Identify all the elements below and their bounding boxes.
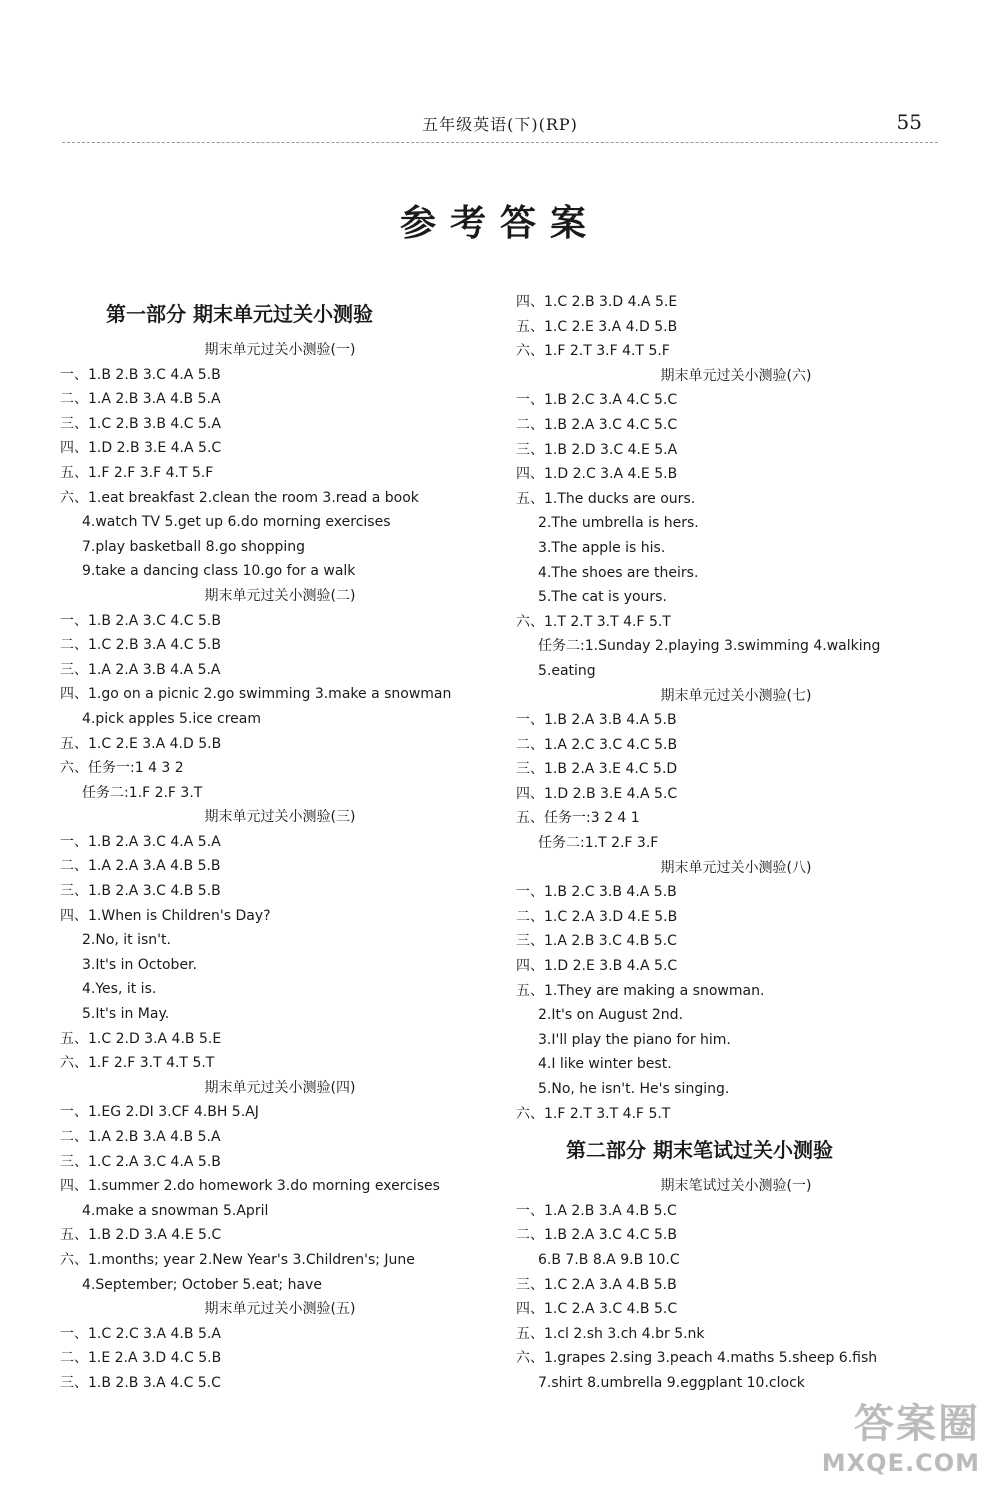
answer-line: 五、1.B 2.D 3.A 4.E 5.C: [60, 1227, 222, 1244]
answer-line: 任务二:1.F 2.F 3.T: [82, 784, 203, 801]
answer-line: 三、1.B 2.A 3.C 4.B 5.B: [60, 883, 221, 900]
answer-line: 四、1.C 2.A 3.C 4.B 5.C: [516, 1301, 678, 1318]
answer-line: 4.Yes, it is.: [82, 981, 157, 998]
quiz-heading: 期末单元过关小测验(一): [204, 342, 356, 358]
answer-line: 五、任务一:3 2 4 1: [516, 810, 640, 827]
answer-line: 4.I like winter best.: [538, 1056, 672, 1073]
section-heading: 第二部分 期末笔试过关小测验: [566, 1138, 833, 1163]
answer-line: 3.I'll play the piano for him.: [538, 1031, 731, 1048]
answer-line: 4.make a snowman 5.April: [82, 1202, 269, 1219]
answer-line: 3.The apple is his.: [538, 539, 666, 556]
answer-line: 六、任务一:1 4 3 2: [60, 760, 184, 777]
answer-line: 二、1.A 2.B 3.A 4.B 5.A: [60, 1129, 221, 1145]
answer-line: 2.No, it isn't.: [82, 932, 171, 949]
answer-line: 四、1.D 2.E 3.B 4.A 5.C: [516, 958, 678, 975]
answer-line: 任务二:1.Sunday 2.playing 3.swimming 4.walking: [538, 638, 881, 655]
answer-line: 五、1.C 2.D 3.A 4.B 5.E: [60, 1030, 222, 1047]
answer-line: 4.September; October 5.eat; have: [82, 1276, 322, 1293]
book-title: 五年级英语(下)(RP): [422, 115, 578, 134]
answer-line: 二、1.E 2.A 3.D 4.C 5.B: [60, 1350, 222, 1367]
answer-line: 四、1.D 2.B 3.E 4.A 5.C: [60, 440, 222, 457]
answer-line: 四、1.go on a picnic 2.go swimming 3.make a snowman: [60, 686, 452, 703]
answer-line: 二、1.B 2.A 3.C 4.C 5.C: [516, 416, 678, 433]
answer-line: 4.The shoes are theirs.: [538, 564, 699, 581]
quiz-heading: 期末单元过关小测验(三): [204, 809, 356, 826]
answer-line: 6.B 7.B 8.A 9.B 10.C: [538, 1251, 680, 1268]
quiz-heading: 期末单元过关小测验(八): [660, 859, 812, 876]
answer-line: 四、1.D 2.B 3.E 4.A 5.C: [516, 785, 678, 802]
quiz-heading: 期末单元过关小测验(六): [660, 367, 812, 384]
section-heading: 第一部分 期末单元过关小测验: [106, 302, 373, 326]
answer-line: 五、1.F 2.F 3.F 4.T 5.F: [60, 464, 214, 481]
answer-line: 五、1.They are making a snowman.: [516, 982, 765, 999]
answer-line: 六、1.F 2.T 3.F 4.T 5.F: [516, 343, 670, 360]
answer-line: 四、1.summer 2.do homework 3.do morning exercises: [60, 1178, 440, 1195]
answer-line: 三、1.B 2.D 3.C 4.E 5.A: [516, 441, 678, 458]
quiz-heading: 期末单元过关小测验(五): [204, 1301, 356, 1318]
answer-line: 3.It's in October.: [82, 956, 197, 973]
answer-line: 5.The cat is yours.: [538, 589, 667, 606]
watermark-site: MXQE.COM: [821, 1449, 980, 1477]
answer-line: 六、1.eat breakfast 2.clean the room 3.read a book: [60, 489, 419, 506]
left-column: [60, 290, 500, 1396]
answer-line: 二、1.C 2.A 3.D 4.E 5.B: [516, 908, 678, 925]
answer-line: 六、1.T 2.T 3.T 4.F 5.T: [516, 613, 671, 630]
answer-line: 五、1.The ducks are ours.: [516, 490, 696, 507]
answer-line: 5.No, he isn't. He's singing.: [538, 1081, 730, 1097]
watermark-logo: 答案圈: [854, 1401, 980, 1447]
answer-line: 4.watch TV 5.get up 6.do morning exercises: [82, 514, 391, 531]
answer-line: 二、1.A 2.B 3.A 4.B 5.A: [60, 391, 221, 408]
answer-line: 三、1.B 2.B 3.A 4.C 5.C: [60, 1374, 221, 1391]
answer-line: 三、1.C 2.A 3.A 4.B 5.B: [516, 1276, 677, 1293]
answer-line: 一、1.B 2.A 3.C 4.C 5.B: [60, 612, 221, 629]
answer-line: 一、1.B 2.B 3.C 4.A 5.B: [60, 366, 221, 383]
answer-line: 四、1.C 2.B 3.D 4.A 5.E: [516, 294, 678, 310]
answer-line: 二、1.C 2.B 3.A 4.C 5.B: [60, 637, 221, 654]
watermark: [822, 1392, 980, 1477]
page-number: 55: [896, 110, 922, 134]
quiz-heading: 期末单元过关小测验(二): [204, 587, 356, 604]
answer-line: 9.take a dancing class 10.go for a walk: [82, 563, 356, 580]
quiz-heading: 期末单元过关小测验(七): [660, 687, 812, 704]
answer-line: 六、1.grapes 2.sing 3.peach 4.maths 5.sheep 6.fish: [516, 1350, 878, 1367]
answer-line: 一、1.A 2.B 3.A 4.B 5.C: [516, 1202, 677, 1219]
answer-line: 三、1.C 2.A 3.C 4.A 5.B: [60, 1153, 221, 1170]
answer-line: 三、1.C 2.B 3.B 4.C 5.A: [60, 415, 221, 432]
quiz-heading: 期末单元过关小测验(四): [204, 1079, 356, 1096]
answer-line: 一、1.B 2.C 3.B 4.A 5.B: [516, 884, 677, 901]
answer-line: 四、1.When is Children's Day?: [60, 907, 271, 924]
right-column: [516, 290, 956, 1396]
answer-line: 四、1.D 2.C 3.A 4.E 5.B: [516, 466, 678, 483]
answer-line: 一、1.C 2.C 3.A 4.B 5.A: [60, 1325, 221, 1342]
page-header: [0, 112, 1000, 140]
answer-line: 六、1.F 2.F 3.T 4.T 5.T: [60, 1055, 215, 1072]
answer-line: 7.shirt 8.umbrella 9.eggplant 10.clock: [538, 1374, 805, 1391]
answer-line: 二、1.A 2.A 3.A 4.B 5.B: [60, 858, 221, 875]
answer-line: 任务二:1.T 2.F 3.F: [538, 835, 659, 852]
answer-line: 2.It's on August 2nd.: [538, 1007, 684, 1024]
answer-line: 5.eating: [538, 662, 596, 679]
header-divider: [62, 142, 938, 143]
answer-line: 7.play basketball 8.go shopping: [82, 538, 306, 555]
answer-line: 5.It's in May.: [82, 1006, 170, 1023]
answer-line: 二、1.A 2.C 3.C 4.C 5.B: [516, 736, 678, 753]
answer-line: 4.pick apples 5.ice cream: [82, 710, 261, 727]
answer-line: 五、1.C 2.E 3.A 4.D 5.B: [60, 735, 222, 752]
answer-line: 三、1.B 2.A 3.E 4.C 5.D: [516, 761, 678, 778]
answer-line: 五、1.cl 2.sh 3.ch 4.br 5.nk: [516, 1325, 705, 1342]
answer-line: 一、1.B 2.C 3.A 4.C 5.C: [516, 392, 678, 409]
answer-line: 一、1.B 2.A 3.C 4.A 5.A: [60, 833, 221, 850]
quiz-heading: 期末笔试过关小测验(一): [660, 1178, 812, 1195]
answer-line: 一、1.EG 2.DI 3.CF 4.BH 5.AJ: [60, 1104, 259, 1121]
answer-line: 2.The umbrella is hers.: [538, 515, 699, 532]
answer-line: 二、1.B 2.A 3.C 4.C 5.B: [516, 1227, 677, 1244]
answer-line: 三、1.A 2.A 3.B 4.A 5.A: [60, 661, 221, 678]
answer-line: 六、1.F 2.T 3.T 4.F 5.T: [516, 1105, 671, 1122]
answer-line: 一、1.B 2.A 3.B 4.A 5.B: [516, 712, 677, 729]
page-title: 参考答案: [399, 203, 600, 244]
answer-line: 五、1.C 2.E 3.A 4.D 5.B: [516, 318, 678, 335]
answer-line: 三、1.A 2.B 3.C 4.B 5.C: [516, 933, 677, 950]
answer-line: 六、1.months; year 2.New Year's 3.Children's; June: [60, 1251, 415, 1268]
